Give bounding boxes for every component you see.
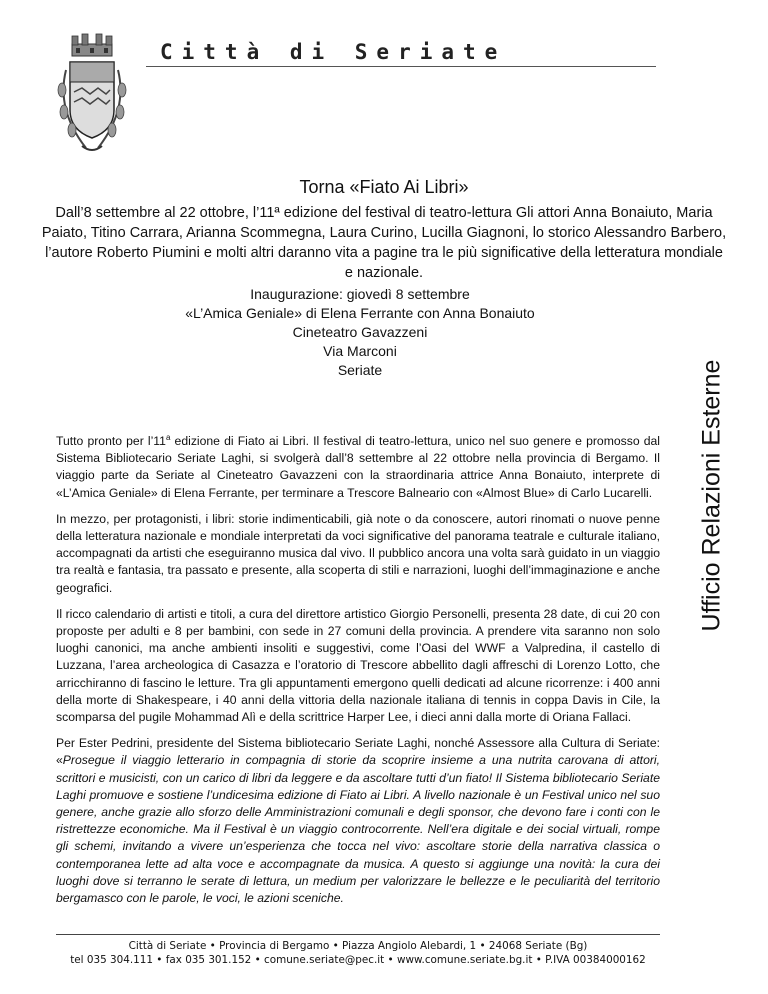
footer xyxy=(0,939,716,967)
city-name: Città di Seriate xyxy=(160,40,507,64)
inauguration-block xyxy=(110,285,610,380)
paragraph-4-intro: Per Ester Pedrini, presidente del Sistema bibliotecario Seriate Laghi, nonché Assessore alla Cultura di Seriate: « xyxy=(56,736,660,768)
article-body xyxy=(56,433,660,916)
inauguration-city: Seriate xyxy=(337,362,383,378)
press-release-headline: Torna «Fiato Ai Libri» xyxy=(299,177,469,197)
inauguration-street: Via Marconi xyxy=(323,343,397,359)
paragraph-2: In mezzo, per protagonisti, i libri: storie indimenticabili, già note o da conoscere, autori rinomati o nuove penne della letteratura nazionale e mondiale interpretati da voci significative del panorama teatrale e culturale italiano, accompagnati da artisti che eseguiranno musica dal vivo. Il pubblico ancora una volta sarà guidato in un viaggio tra realtà e fantasia, tra passato e presente, alla scoperta di stili e narrazioni, luoghi dell’immaginazione e anche geografici. xyxy=(56,511,660,595)
paragraph-4-quote: Prosegue il viaggio letterario in compagnia di storie da scoprire insieme a una nutrita carovana di attori, scrittori e musicisti, con un carico di libri da leggere e da ascoltare tutti d’un fiato! Il Sistema bibliotecario Seriate Laghi promuove e sostiene l’undicesima edizione di Fiato ai Libri. A livello nazionale è un Festival unico nel suo genere, anche grazie allo sforzo delle Amministrazioni comunali e degli sponsor, che devono fare i conti con le ristrettezze economiche. Ma il Festival è un viaggio controcorrente. Nell’era digitale e dei social virtuali, rompe gli schemi, invitando a vivere un’esperienza che tocca nel vivo: ascoltare storie della narrativa classica o contemporanea lette ad alta voce e accompagnate da musica. A questo si aggiunge una novità: la cura dei luoghi dove si terranno le serate di lettura, un medium per valorizzare le bellezze e le peculiarità del territorio bergamasco con le parole, le voci, le azioni sceniche. xyxy=(56,753,660,906)
office-side-label-text: Ufficio Relazioni Esterne xyxy=(697,359,726,631)
paragraph-1 xyxy=(56,433,660,502)
paragraph-1-rest: edizione di Fiato ai Libri. Il festival di teatro-lettura, unico nel suo genere e promosso dal Sistema Bibliotecario Seriate Laghi, si svolgerà dall’8 settembre al 22 ottobre nella provincia di Bergamo. Il viaggio parte da Seriate al Cineteatro Gavazzeni con la straordinaria attrice Anna Bonaiuto, interprete di «L’Amica Geniale» di Elena Ferrante, per terminare a Trescore Balneario con «Almost Blue» di Carlo Lucarelli. xyxy=(56,434,660,500)
footer-address: Città di Seriate • Provincia di Bergamo • Piazza Angiolo Alebardi, 1 • 24068 Seriate (Bg) xyxy=(128,940,588,952)
paragraph-3: Il ricco calendario di artisti e titoli, a cura del direttore artistico Giorgio Personelli, presenta 28 date, di cui 20 con proposte per adulti e 8 per bambini, con sede in 27 comuni della provincia. A prendere vita saranno non solo luoghi canonici, ma anche ambienti insoliti e suggestivi, come l’Oasi del WWF a Valpredina, il castello di Luzzana, l’area archeologica di Casazza e l’oratorio di Trescore abbellito dagli affreschi di Lorenzo Lotto, che arricchiranno di fascino le letture. Tra gli appuntamenti emergono quelli dedicati ad alcune ricorrenze: i 400 anni della morte di Shakespeare, i 40 anni della vittoria della nazionale italiana di tennis in coppa Davis in Cile, la scomparsa del pugile Mohammad Alì e della scrittrice Harper Lee, i dieci anni dalla morte di Oriana Fallaci. xyxy=(56,606,660,725)
inauguration-date: Inaugurazione: giovedì 8 settembre xyxy=(250,286,470,302)
press-release-subhead: Dall’8 settembre al 22 ottobre, l’11ª edizione del festival di teatro-lettura Gli attori Anna Bonaiuto, Maria Paiato, Titino Carrara, Arianna Scommegna, Laura Curino, Lucilla Giagnoni, lo storico Alessandro Barbero, l’autore Roberto Piumini e molti altri daranno vita a pagine tra le più significative della letteratura mondiale e nazionale. xyxy=(41,205,727,281)
paragraph-1-start: Tutto pronto per l’11 xyxy=(56,434,166,448)
paragraph-4 xyxy=(56,735,660,907)
edition-superscript: a xyxy=(165,432,171,442)
office-side-label xyxy=(697,305,727,685)
inauguration-venue: Cineteatro Gavazzeni xyxy=(292,324,428,340)
footer-contacts: tel 035 304.111 • fax 035 301.152 • comune.seriate@pec.it • www.comune.seriate.bg.it • P.IVA 00384000162 xyxy=(70,954,646,966)
inauguration-show: «L’Amica Geniale» di Elena Ferrante con Anna Bonaiuto xyxy=(185,305,535,321)
header-rule xyxy=(146,66,656,67)
footer-rule xyxy=(56,934,660,935)
municipal-crest-icon xyxy=(52,30,132,158)
